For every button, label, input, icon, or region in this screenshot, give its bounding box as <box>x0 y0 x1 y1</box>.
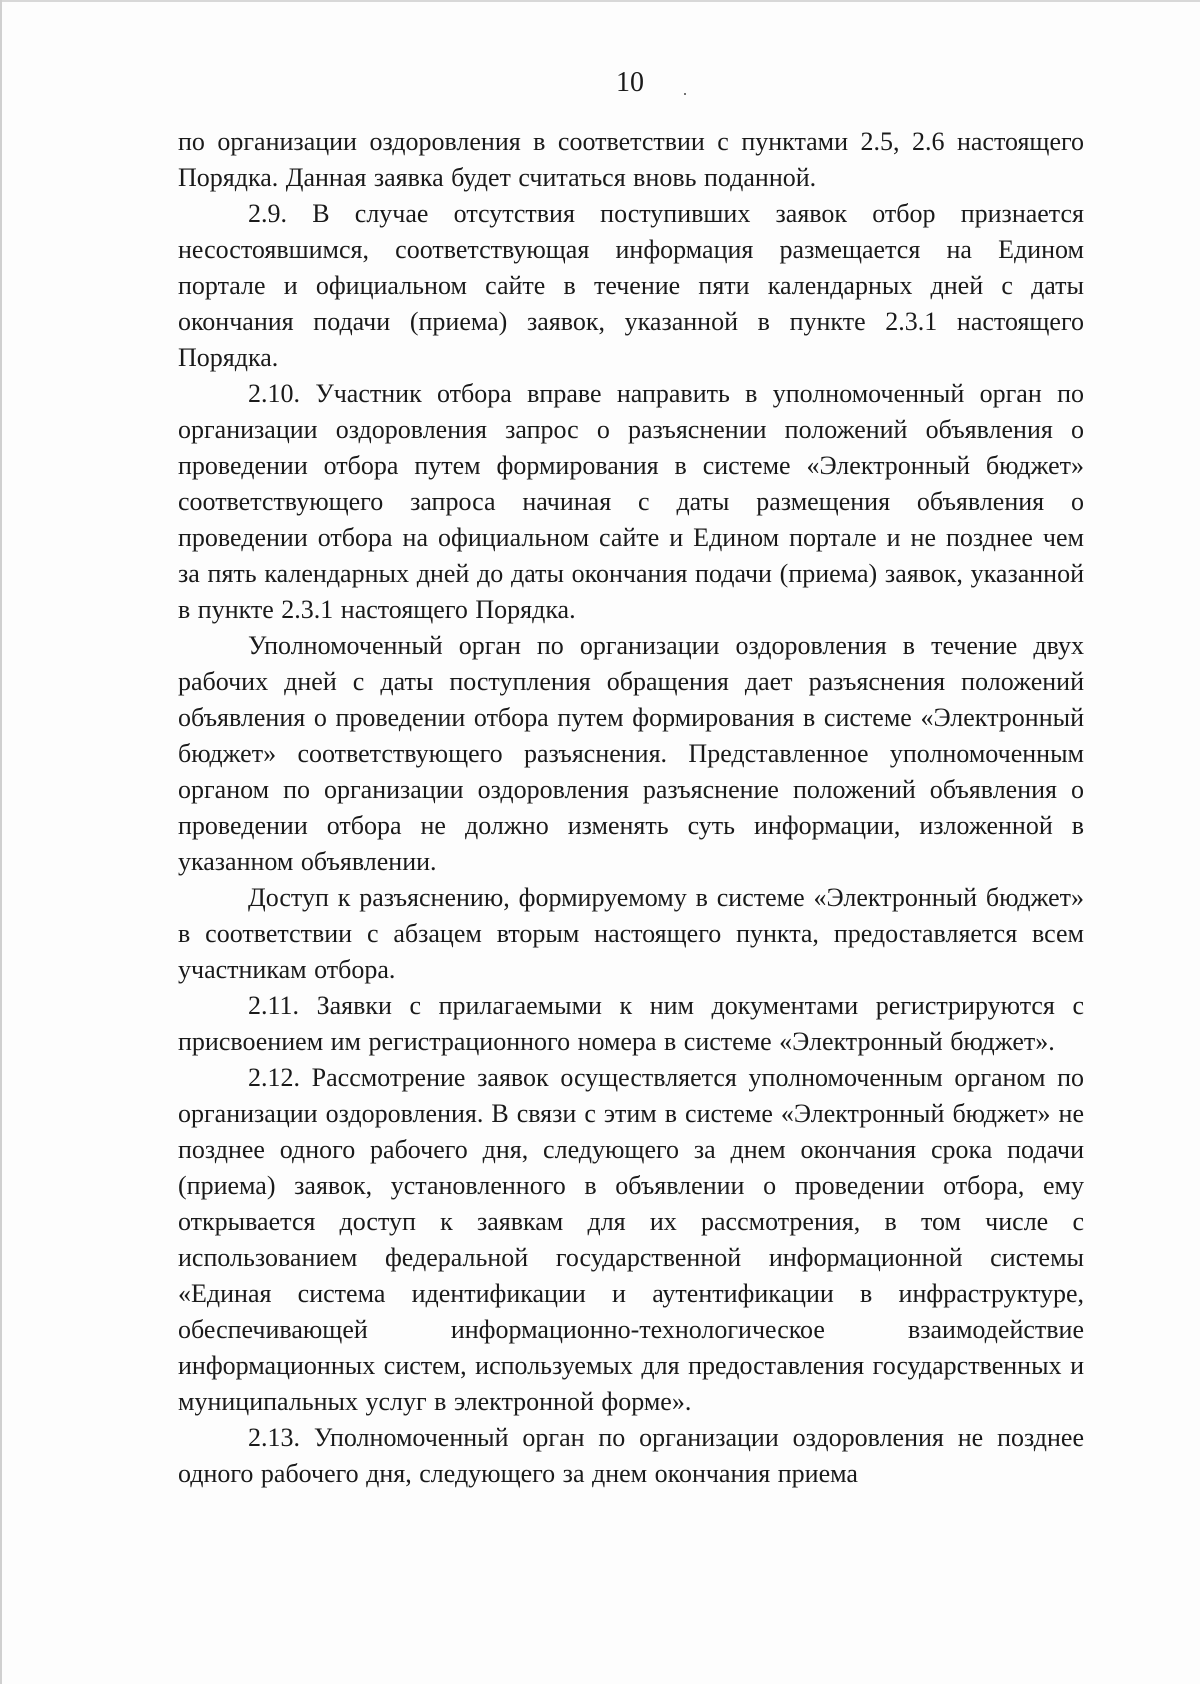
page-number: 10 <box>616 67 644 98</box>
paragraph-2-10: 2.10. Участник отбора вправе направить в уполномоченный орган по организации оздоровления запрос о разъяснении положений объявления о проведении отбора путем формирования в системе «Электронный бюджет» соответствующего запроса начиная с даты размещения объявления о проведении отбора на официальном сайте и Едином портале и не позднее чем за пять календарных дней до даты окончания подачи (приема) заявок, указанной в пункте 2.3.1 настоящего Порядка. <box>178 379 1084 624</box>
paragraph-2-9: 2.9. В случае отсутствия поступивших заявок отбор признается несостоявшимся, соответствующая информация размещается на Едином портале и официальном сайте в течение пяти календарных дней с даты окончания подачи (приема) заявок, указанной в пункте 2.3.1 настоящего Порядка. <box>178 199 1084 372</box>
paragraph-2-12: 2.12. Рассмотрение заявок осуществляется уполномоченным органом по организации оздоровления. В связи с этим в системе «Электронный бюджет» не позднее одного рабочего дня, следующего за днем окончания срока подачи (приема) заявок, установленного в объявлении о проведении отбора, ему открывается доступ к заявкам для их рассмотрения, в том числе с использованием федеральной государственной информационной системы «Единая система идентификации и аутентификации в инфраструктуре, обеспечивающей информационно-технологическое взаимодействие информационных систем, используемых для предоставления государственных и муниципальных услуг в электронной форме». <box>178 1063 1084 1416</box>
scan-speck <box>684 93 686 95</box>
paragraph-2-10-clarification: Уполномоченный орган по организации оздоровления в течение двух рабочих дней с даты поступления обращения дает разъяснения положений объявления о проведении отбора путем формирования в системе «Электронный бюджет» соответствующего разъяснения. Представленное уполномоченным органом по организации оздоровления разъяснение положений объявления о проведении отбора не должно изменять суть информации, изложенной в указанном объявлении. <box>178 631 1084 876</box>
paragraph-continuation: по организации оздоровления в соответствии с пунктами 2.5, 2.6 настоящего Порядка. Данная заявка будет считаться вновь поданной. <box>178 127 1084 192</box>
scan-edge-left <box>0 0 2 1684</box>
paragraph-2-10-access: Доступ к разъяснению, формируемому в системе «Электронный бюджет» в соответствии с абзацем вторым настоящего пункта, предоставляется всем участникам отбора. <box>178 883 1084 984</box>
paragraph-2-13: 2.13. Уполномоченный орган по организации оздоровления не позднее одного рабочего дня, следующего за днем окончания приема <box>178 1423 1084 1488</box>
paragraph-2-11: 2.11. Заявки с прилагаемыми к ним документами регистрируются с присвоением им регистрационного номера в системе «Электронный бюджет». <box>178 991 1084 1056</box>
document-body <box>178 124 1084 1492</box>
scan-edge-top <box>0 0 1200 2</box>
